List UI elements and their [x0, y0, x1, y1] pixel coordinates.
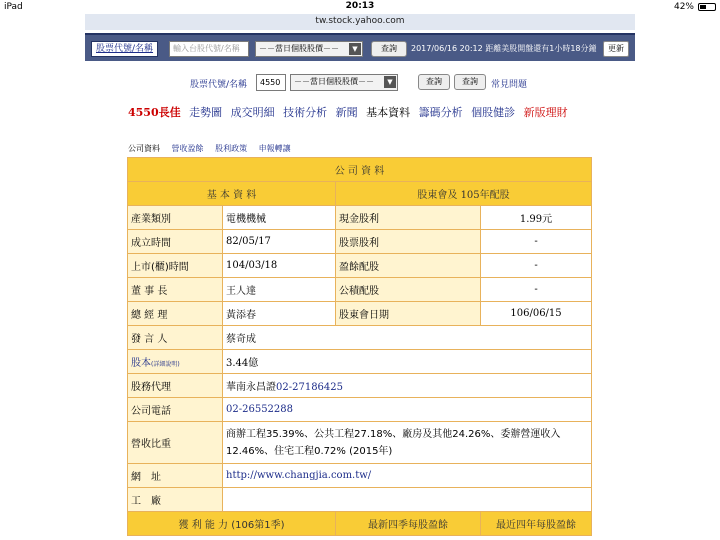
website-link[interactable]: http://www.changjia.com.tw/ [223, 464, 592, 488]
basic-info-header: 基 本 資 料 [128, 182, 336, 206]
tab-transfer-filing[interactable]: 申報轉讓 [258, 144, 291, 153]
capital-value: 3.44億 [223, 350, 592, 374]
table-row [128, 488, 592, 512]
capital-label[interactable]: 股本 [131, 358, 151, 369]
table-title: 公 司 資 料 [128, 158, 592, 182]
battery-icon [698, 3, 716, 11]
table-row [128, 206, 592, 230]
tab-dividend-policy[interactable]: 股利政策 [215, 144, 248, 153]
phone-label: 公司電話 [128, 398, 223, 422]
stock-code-button[interactable]: 股票代號/名稱 [91, 41, 158, 57]
factory-label: 工 廠 [128, 488, 223, 512]
tab-revenue-earnings[interactable]: 營收盈餘 [171, 144, 204, 153]
table-row [128, 326, 592, 350]
url-text[interactable]: tw.stock.yahoo.com [315, 16, 405, 26]
stock-search-row [0, 74, 720, 92]
revenue-label: 營收比重 [128, 422, 223, 464]
stock-code-input[interactable]: 輸入台股代號/名稱 [169, 41, 249, 57]
table-row [128, 230, 592, 254]
row-label: 現金股利 [336, 206, 481, 230]
capital-label-cell [128, 350, 223, 374]
factory-value [223, 488, 592, 512]
device-label: iPad [4, 2, 23, 12]
table-row [128, 350, 592, 374]
row-label: 上市(櫃)時間 [128, 254, 223, 278]
row-label: 成立時間 [128, 230, 223, 254]
table-row [128, 374, 592, 398]
status-time: 20:13 [345, 1, 375, 11]
row-value: 106/06/15 [481, 302, 592, 326]
sub-tabs [128, 143, 300, 154]
nav-trade-detail[interactable]: 成交明細 [230, 106, 275, 119]
spokesperson-value: 蔡奇成 [223, 326, 592, 350]
row-label: 股票股利 [336, 230, 481, 254]
phone-link[interactable]: 02-26552288 [223, 398, 592, 422]
row-label: 總 經 理 [128, 302, 223, 326]
nav-technical-analysis[interactable]: 技術分析 [283, 106, 328, 119]
status-right [674, 2, 716, 12]
row-value: - [481, 230, 592, 254]
quote-select[interactable] [290, 74, 398, 91]
revenue-value: 商辦工程35.39%、公共工程27.18%、廠房及其他24.26%、委辦營運收入12.46%、住宅工程0.72% (2015年) [223, 422, 592, 464]
tab-company-info[interactable]: 公司資料 [128, 144, 160, 153]
top-search-bar [85, 33, 635, 61]
nav-news[interactable]: 新聞 [335, 106, 358, 119]
nav-new-finance[interactable]: 新版理財 [523, 106, 568, 119]
website-label: 網 址 [128, 464, 223, 488]
agent-label: 股務代理 [128, 374, 223, 398]
agent-value-cell [223, 374, 592, 398]
row-value: - [481, 254, 592, 278]
nav-trend-chart[interactable]: 走勢圖 [189, 106, 223, 119]
row-label: 盈餘配股 [336, 254, 481, 278]
stock-code-label[interactable]: 股票代號/名稱 [190, 80, 248, 90]
table-row [128, 278, 592, 302]
company-info-table [127, 157, 592, 536]
stock-code-field[interactable]: 4550 [256, 74, 286, 91]
annual-eps-header: 最近四年每股盈餘 [481, 512, 592, 536]
table-row [128, 254, 592, 278]
agent-value: 華南永昌證 [226, 382, 276, 393]
refresh-button[interactable]: 更新 [603, 41, 629, 57]
dividend-header: 股東會及 105年配股 [336, 182, 592, 206]
chevron-down-icon: ▼ [349, 43, 361, 55]
quote-select-value: －－當日個股股價－－ [294, 77, 374, 86]
table-row [128, 302, 592, 326]
table-row [128, 398, 592, 422]
chevron-down-icon: ▼ [384, 76, 396, 88]
table-row [128, 422, 592, 464]
faq-link[interactable]: 常見問題 [491, 80, 528, 90]
capital-detail-link[interactable]: (詳細說明) [151, 361, 180, 368]
row-label: 產業類別 [128, 206, 223, 230]
row-value: 王人達 [223, 278, 336, 302]
quote-type-select[interactable] [255, 41, 363, 57]
agent-phone-link[interactable]: 02-27186425 [276, 382, 344, 393]
bottom-header-row [128, 512, 592, 536]
query-button[interactable]: 查詢 [371, 41, 407, 57]
row-value: - [481, 278, 592, 302]
nav-chip-analysis[interactable]: 籌碼分析 [418, 106, 463, 119]
search-query-button[interactable]: 查詢 [418, 74, 450, 90]
row-value: 104/03/18 [223, 254, 336, 278]
nav-basic-info[interactable]: 基本資料 [366, 106, 411, 119]
profitability-header: 獲 利 能 力 (106第1季) [128, 512, 336, 536]
stock-name: 4550長佳 [128, 106, 181, 119]
quarterly-eps-header: 最新四季每股盈餘 [336, 512, 481, 536]
nav-stock-checkup[interactable]: 個股健診 [471, 106, 516, 119]
stock-nav [128, 104, 573, 120]
row-value: 82/05/17 [223, 230, 336, 254]
row-value: 電機機械 [223, 206, 336, 230]
market-notice: 2017/06/16 20:12 距離美股開盤還有1小時18分鐘 [411, 44, 597, 53]
address-bar[interactable] [0, 14, 720, 30]
quote-type-value: －－當日個股股價－－ [259, 44, 339, 53]
table-row [128, 464, 592, 488]
status-bar [0, 0, 720, 14]
row-value: 黃添春 [223, 302, 336, 326]
row-value: 1.99元 [481, 206, 592, 230]
row-label: 股東會日期 [336, 302, 481, 326]
battery-percent: 42% [673, 2, 694, 12]
search-query-button-2[interactable]: 查詢 [454, 74, 486, 90]
row-label: 公積配股 [336, 278, 481, 302]
spokesperson-label: 發 言 人 [128, 326, 223, 350]
row-label: 董 事 長 [128, 278, 223, 302]
